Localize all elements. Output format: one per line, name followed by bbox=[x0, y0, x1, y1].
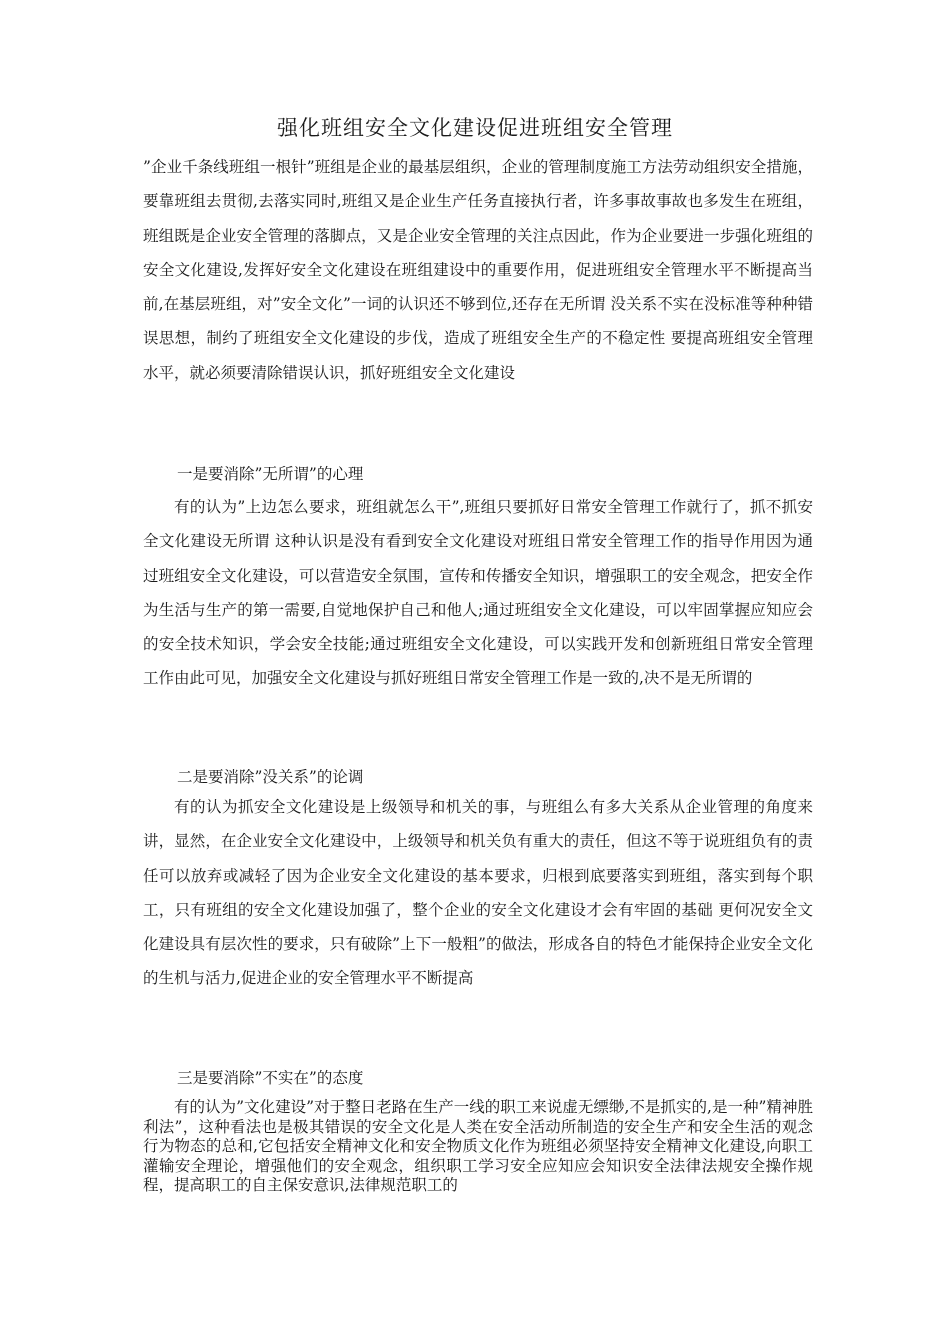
section-heading-1: 一是要消除”无所谓”的心理 bbox=[177, 465, 364, 483]
section-paragraph-2: 有的认为抓安全文化建设是上级领导和机关的事，与班组么有多大关系从企业管理的角度来讲，显然，在企业安全文化建设中，上级领导和机关负有重大的责任，但这不等于说班组负有的责任可以放弃或减轻了因为企业安全文化建设的基本要求，归根到底要落实到班组，落实到每个职工，只有班组的安全文化建设加强了，整个企业的安全文化建设才会有牢固的基础 更何况安全文化建设具有层次性的要求，只有破除”上下一般粗”的做法，形成各自的特色才能保持企业安全文化的生机与活力,促进企业的安全管理水平不断提高 bbox=[143, 798, 813, 988]
intro-paragraph: ”企业千条线班组一根针”班组是企业的最基层组织，企业的管理制度施工方法劳动组织安全措施，要靠班组去贯彻,去落实同时,班组又是企业生产任务直接执行者，许多事故事故也多发生在班组，班组既是企业安全管理的落脚点，又是企业安全管理的关注点因此，作为企业要进一步强化班组的安全文化建设,发挥好安全文化建设在班组建设中的重要作用，促进班组安全管理水平不断提高当前,在基层班组，对”安全文化”一词的认识还不够到位,还存在无所谓 没关系不实在没标准等种种错误思想，制约了班组安全文化建设的步伐，造成了班组安全生产的不稳定性 要提高班组安全管理水平，就必须要清除错误认识，抓好班组安全文化建设 bbox=[143, 158, 813, 382]
section-heading-3: 三是要消除”不实在”的态度 bbox=[177, 1069, 364, 1087]
section-paragraph-1: 有的认为”上边怎么要求，班组就怎么干”,班组只要抓好日常安全管理工作就行了，抓不抓安全文化建设无所谓 这种认识是没有看到安全文化建设对班组日常安全管理工作的指导作用因为通过班组安全文化建设，可以营造安全氛围，宣传和传播安全知识，增强职工的安全观念，把安全作为生活与生产的第一需要,自觉地保护自己和他人;通过班组安全文化建设，可以牢固掌握应知应会的安全技术知识，学会安全技能;通过班组安全文化建设，可以实践开发和创新班组日常安全管理工作由此可见，加强安全文化建设与抓好班组日常安全管理工作是一致的,决不是无所谓的 bbox=[143, 498, 813, 688]
section-paragraph-3: 有的认为”文化建设”对于整日老路在生产一线的职工来说虚无缥缈,不是抓实的,是一种”精神胜利法”，这种看法也是极其错误的安全文化是人类在安全活动所制造的安全生产和安全生活的观念行为物态的总和,它包括安全精神文化和安全物质文化作为班组必须坚持安全精神文化建设,向职工灌输安全理论，增强他们的安全观念，组织职工学习安全应知应会知识安全法律法规安全操作规程，提高职工的自主保安意识,法律规范职工的 bbox=[143, 1098, 813, 1194]
section-heading-2: 二是要消除”没关系”的论调 bbox=[177, 768, 364, 786]
document-title: 强化班组安全文化建设促进班组安全管理 bbox=[277, 116, 673, 140]
